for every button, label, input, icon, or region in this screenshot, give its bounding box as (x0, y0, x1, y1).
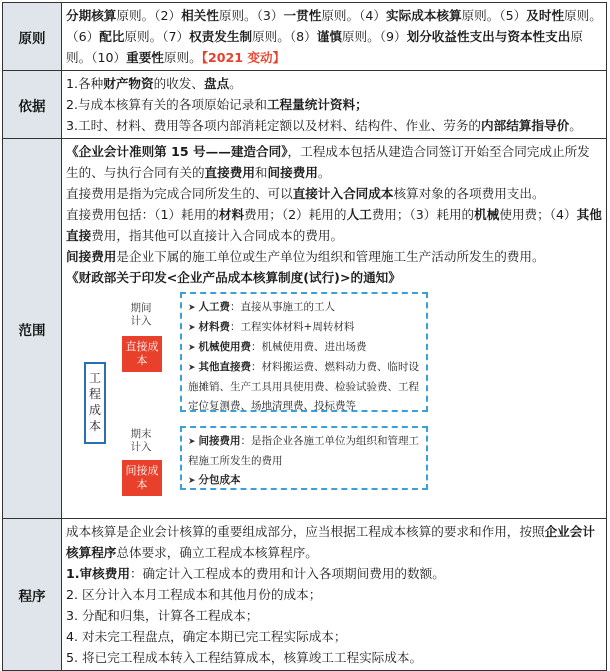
engineering-cost-box: 工程成本 (84, 362, 106, 444)
principle-row (3, 3, 607, 71)
text-bold: 直接费用 (204, 165, 255, 180)
scope-para-1 (66, 141, 602, 183)
principle-name: 相关性 (181, 8, 219, 23)
basis-label: 依据 (3, 71, 62, 139)
cost-item-name: 材料费 (198, 321, 231, 333)
text: 是企业下属的施工单位或生产单位为组织和管理施工生产活动所发生的费用。 (116, 249, 545, 264)
principle-suffix: 原则。 (116, 8, 155, 23)
principle-suffix: 原则。 (461, 8, 500, 23)
text: 费用；（3）耗用的 (371, 207, 475, 222)
basis-content (62, 71, 607, 139)
indirect-cost-list (180, 426, 428, 490)
text: 。 (317, 165, 331, 180)
text-bold: 企业会计核算程序 (66, 524, 595, 560)
basis-line-3 (66, 115, 602, 136)
procedure-step-3: 3. 分配和归集，计算各工程成本； (66, 608, 259, 623)
cost-diagram (66, 288, 596, 516)
text: 3.工时、材料、费用等各项内部消耗定额以及材料、结构件、作业、劳务的 (66, 118, 482, 133)
cost-item-desc: ：材料搬运费、燃料动力费、临时设施摊销、生产工具用具使用费、检验试验费、工程定位复测费、场地清理费、投标费等 (188, 361, 420, 412)
text: 2.与成本核算有关的各项原始记录和 (66, 97, 267, 112)
text-bold: 人工 (346, 207, 372, 222)
text: ：确定计入工程成本的费用和计入各项期间费用的数额。 (129, 566, 445, 581)
principle-name: 配比 (99, 29, 125, 44)
procedure-step-5: 5. 将已完工程成本转入工程结算成本，核算竣工工程实际成本。 (66, 650, 423, 665)
text: 。 (569, 118, 582, 133)
cost-item-desc: ：直接从事施工的工人 (230, 301, 336, 313)
principle-num: （7） (162, 29, 190, 44)
text-bold: 机械 (474, 207, 500, 222)
arrow-icon: ➤ (188, 343, 196, 353)
principle-name: 分期核算 (66, 8, 117, 23)
procedure-row (3, 519, 607, 671)
period-in-label: 期间计入 (130, 302, 152, 327)
cost-item-desc: ：工程实体材料+周转材料 (230, 321, 355, 333)
text: ，工程成本包括从建造合同签订开始至合同完成止所发生的、与执行合同有关的 (66, 144, 590, 180)
scope-content (62, 139, 607, 519)
basis-line-1 (66, 73, 602, 94)
text-bold: 内部结算指导价 (481, 118, 570, 133)
procedure-step-1 (66, 563, 602, 584)
principle-list (66, 5, 602, 68)
principle-num: （3） (256, 8, 284, 23)
arrow-icon: ➤ (188, 303, 196, 313)
cost-item-name: 机械使用费 (198, 341, 252, 353)
cost-item-name: 其他直接费 (198, 361, 252, 373)
text: 直接费用是指为完成合同所发生的、可以 (66, 186, 293, 201)
principle-name: 谨慎 (316, 29, 342, 44)
principle-num: （6） (66, 29, 100, 44)
cost-item-name: 分包成本 (198, 474, 241, 486)
cost-item (188, 318, 420, 338)
principle-name: 重要性 (126, 50, 164, 65)
arrow-icon: ➤ (188, 323, 196, 333)
period-end-label: 期末计入 (130, 428, 152, 453)
text-bold: 材料 (218, 207, 245, 222)
procedure-intro (66, 521, 602, 563)
arrow-icon: ➤ (188, 363, 196, 373)
principle-suffix: 原则。 (124, 29, 163, 44)
scope-row (3, 139, 607, 519)
cost-item (188, 432, 420, 471)
principle-suffix: 原则。 (321, 8, 360, 23)
principle-suffix: 原则。 (252, 29, 290, 44)
text: 总体要求，确立工程成本核算程序。 (116, 545, 318, 560)
principle-name: 权责发生制 (189, 29, 253, 44)
text: 。 (229, 76, 242, 91)
text: 费用，指其他可以直接计入合同成本的费用。 (91, 228, 344, 243)
basis-row (3, 71, 607, 139)
cost-item (188, 338, 420, 358)
procedure-step-4: 4. 对未完工程盘点，确定本期已完工程实际成本； (66, 629, 347, 644)
principle-suffix: 原则。 (66, 29, 583, 65)
principle-suffix: 原则。 (163, 50, 202, 65)
direct-cost-list (180, 292, 428, 412)
principle-num: （10） (91, 50, 127, 65)
cost-item (188, 471, 420, 491)
principle-name: 划分收益性支出与资本性支出 (406, 29, 571, 44)
procedure-step-2: 2. 区分计入本月工程成本和其他月份的成本； (66, 587, 322, 602)
arrow-icon: ➤ (188, 476, 196, 486)
scope-para-2 (66, 183, 602, 204)
procedure-content (62, 519, 607, 671)
cost-item-desc: ：是指企业各施工单位为组织和管理工程施工所发生的费用 (188, 435, 420, 467)
cost-item (188, 298, 420, 318)
principle-suffix: 原则。 (564, 8, 602, 23)
text-bold: 间接费用 (267, 165, 318, 180)
cost-item-name: 间接费用 (198, 435, 241, 447)
text: 的收发、 (153, 76, 204, 91)
principle-num: （2） (154, 8, 182, 23)
procedure-label: 程序 (3, 519, 62, 671)
cost-accounting-table (2, 2, 607, 671)
principle-num: （4） (359, 8, 386, 23)
principle-num: （5） (499, 8, 527, 23)
text: 和 (254, 165, 268, 180)
text: 费用；（2）耗用的 (244, 207, 347, 222)
text-bold: 盘点 (203, 76, 230, 91)
text: 直接费用包括：（1）耗用的 (66, 207, 219, 222)
cost-item (188, 358, 420, 416)
principle-name: 一贯性 (283, 8, 322, 23)
principle-label: 原则 (3, 3, 62, 71)
principle-suffix: 原则。 (218, 8, 257, 23)
indirect-cost-box: 间接成本 (122, 460, 162, 496)
scope-label: 范围 (3, 139, 62, 519)
principle-content (62, 3, 607, 71)
text-bold: 直接计入合同成本 (292, 186, 394, 201)
scope-para-5: 《财政部关于印发<企业产品成本核算制度(试行)>的通知》 (66, 270, 401, 285)
scope-para-3 (66, 204, 602, 246)
text-bold: 工程量统计资料； (266, 97, 368, 112)
principle-num: （9） (379, 29, 407, 44)
principle-suffix: 原则。 (341, 29, 380, 44)
principle-num: （8） (289, 29, 317, 44)
principle-name: 及时性 (526, 8, 565, 23)
direct-cost-box: 直接成本 (122, 336, 162, 372)
standard-title: 《企业会计准则第 15 号——建造合同》 (66, 144, 288, 159)
text-bold: 间接费用 (66, 249, 117, 264)
text-bold: 其他直接 (66, 207, 602, 243)
text: 使用费；（4） (499, 207, 577, 222)
principle-name: 实际成本核算 (386, 8, 462, 23)
text: 成本核算是企业会计核算的重要组成部分，应当根据工程成本核算的要求和作用，按照 (66, 524, 545, 539)
text-bold: 1.审核费用 (66, 566, 130, 581)
cost-item-name: 人工费 (198, 301, 231, 313)
text: 1.各种 (66, 76, 104, 91)
arrow-icon: ➤ (188, 437, 196, 447)
basis-line-2 (66, 94, 602, 115)
text: 核算对象的各项费用支出。 (393, 186, 545, 201)
text-bold: 财产物资 (103, 76, 154, 91)
cost-item-desc: ：机械使用费、进出场费 (251, 341, 367, 353)
change-badge: 【2021 变动】 (201, 50, 286, 65)
scope-para-4 (66, 246, 602, 267)
